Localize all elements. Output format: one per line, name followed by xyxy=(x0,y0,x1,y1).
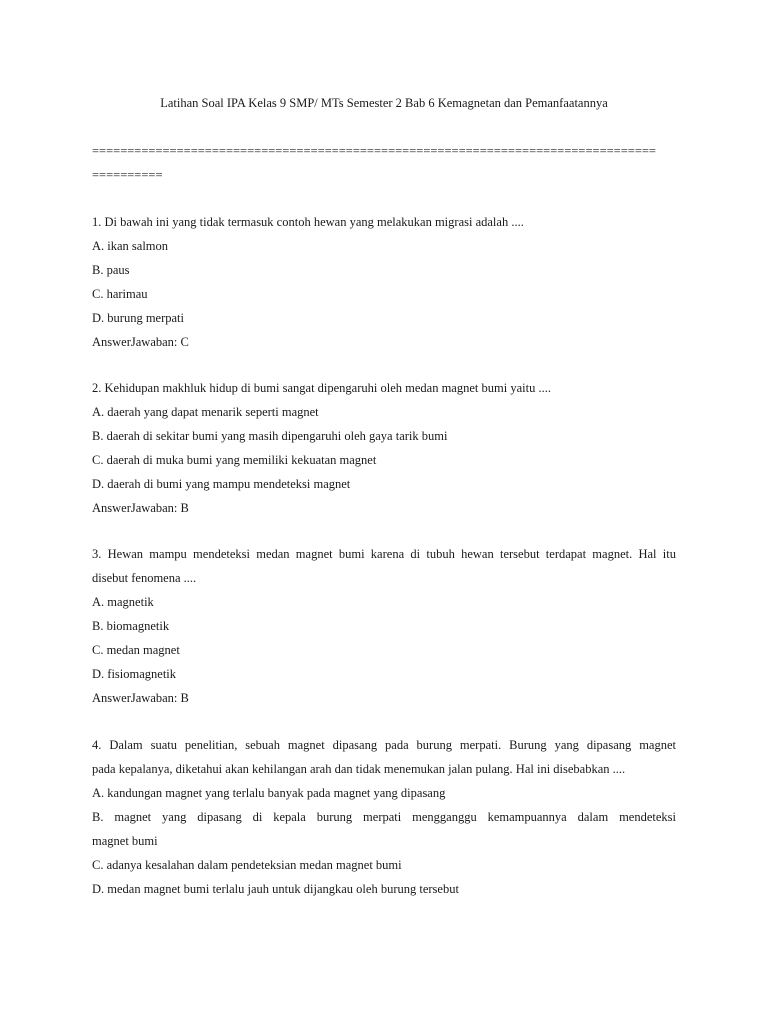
option-b: B. biomagnetik xyxy=(92,619,170,633)
option-b-continued: magnet bumi xyxy=(92,834,158,848)
question-text: 2. Kehidupan makhluk hidup di bumi sangat dipengaruhi oleh medan magnet bumi yaitu .... xyxy=(92,381,551,395)
option-c: C. medan magnet xyxy=(92,643,180,657)
option-a: A. magnetik xyxy=(92,595,154,609)
document-title: Latihan Soal IPA Kelas 9 SMP/ MTs Semester 2 Bab 6 Kemagnetan dan Pemanfaatannya xyxy=(160,96,608,110)
answer-key: AnswerJawaban: B xyxy=(92,691,189,705)
option-a: A. daerah yang dapat menarik seperti magnet xyxy=(92,405,319,419)
question-1 xyxy=(92,210,676,354)
question-text-continued: pada kepalanya, diketahui akan kehilangan arah dan tidak menemukan jalan pulang. Hal ini disebabkan .... xyxy=(92,762,626,776)
option-b: B. magnet yang dipasang di kepala burung merpati mengganggu kemampuannya dalam mendeteksi xyxy=(92,810,676,824)
answer-key: AnswerJawaban: B xyxy=(92,501,189,515)
option-d: D. medan magnet bumi terlalu jauh untuk dijangkau oleh burung tersebut xyxy=(92,882,459,896)
option-c: C. daerah di muka bumi yang memiliki kekuatan magnet xyxy=(92,453,377,467)
option-d: D. daerah di bumi yang mampu mendeteksi magnet xyxy=(92,477,351,491)
question-3 xyxy=(92,542,676,710)
option-b: B. daerah di sekitar bumi yang masih dipengaruhi oleh gaya tarik bumi xyxy=(92,429,448,443)
option-a: A. ikan salmon xyxy=(92,239,169,253)
question-text: 1. Di bawah ini yang tidak termasuk contoh hewan yang melakukan migrasi adalah .... xyxy=(92,215,524,229)
question-2 xyxy=(92,376,676,520)
question-4 xyxy=(92,733,676,901)
answer-key: AnswerJawaban: C xyxy=(92,335,189,349)
option-d: D. burung merpati xyxy=(92,311,184,325)
option-a: A. kandungan magnet yang terlalu banyak pada magnet yang dipasang xyxy=(92,786,446,800)
option-b: B. paus xyxy=(92,263,130,277)
divider-line: ================================================================================ xyxy=(92,144,656,158)
divider-line: ========== xyxy=(92,168,163,182)
question-text: 4. Dalam suatu penelitian, sebuah magnet dipasang pada burung merpati. Burung yang dipasang magnet xyxy=(92,738,676,752)
option-c: C. harimau xyxy=(92,287,148,301)
question-text: 3. Hewan mampu mendeteksi medan magnet bumi karena di tubuh hewan tersebut terdapat magnet. Hal itu xyxy=(92,547,676,561)
option-d: D. fisiomagnetik xyxy=(92,667,177,681)
question-text-continued: disebut fenomena .... xyxy=(92,571,197,585)
option-c: C. adanya kesalahan dalam pendeteksian medan magnet bumi xyxy=(92,858,402,872)
